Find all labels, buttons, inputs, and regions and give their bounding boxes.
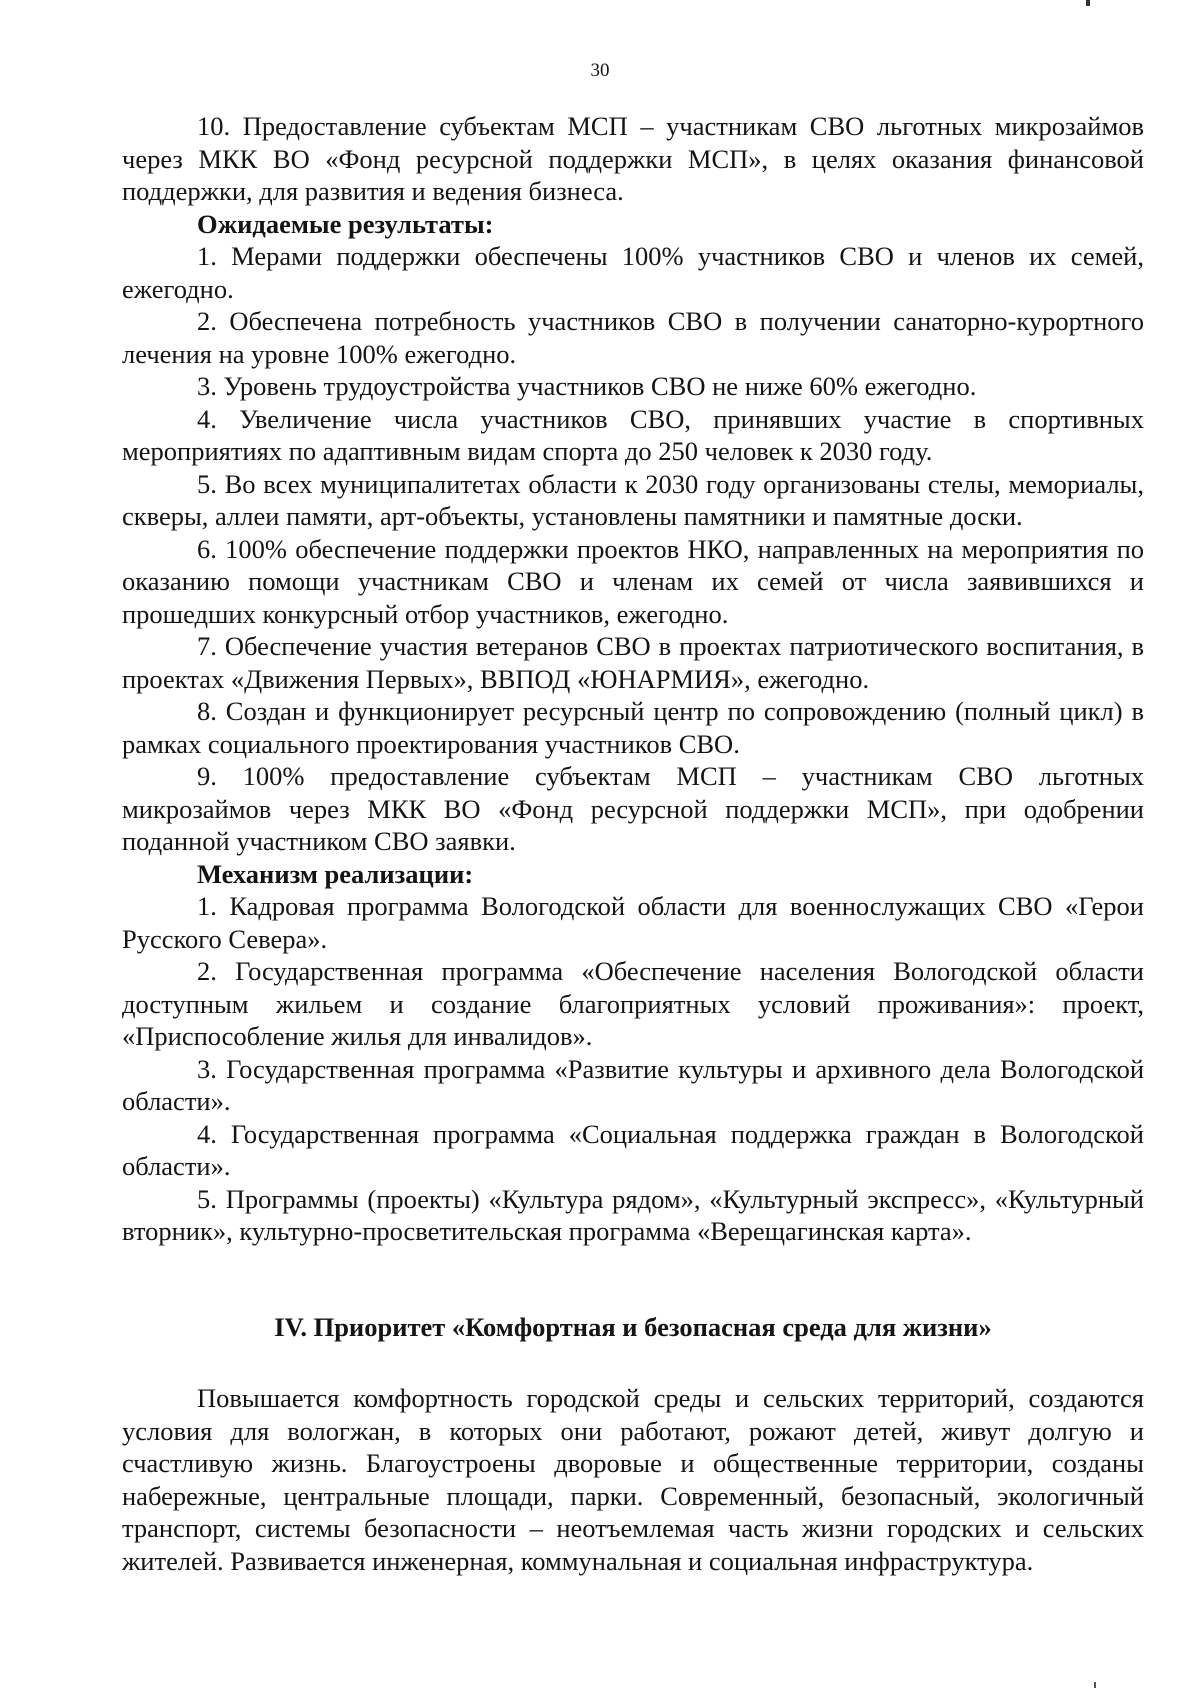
mechanism-item-4: 4. Государственная программа «Социальная поддержка граждан в Вологодской области». (122, 1118, 1144, 1181)
expected-item-7: 7. Обеспечение участия ветеранов СВО в проектах патриотического воспитания, в проектах «Движения Первых», ВВПОД «ЮНАРМИЯ», ежегодно. (122, 631, 1144, 694)
mechanism-item-2: 2. Государственная программа «Обеспечение населения Вологодской области доступным жильем и создание благоприятных условий проживания»: проект, «Приспособление жилья для инвалидов». (122, 956, 1144, 1051)
scan-mark (1086, 0, 1090, 6)
expected-item-1: 1. Мерами поддержки обеспечены 100% участников СВО и членов их семей, ежегодно. (122, 241, 1144, 304)
expected-item-5: 5. Во всех муниципалитетах области к 2030 году организованы стелы, мемориалы, скверы, аллеи памяти, арт-объекты, установлены памятники и памятные доски. (122, 468, 1144, 531)
mechanism-item-5: 5. Программы (проекты) «Культура рядом», «Культурный экспресс», «Культурный вторник», культурно-просветительская программа «Верещагинская карта». (122, 1183, 1144, 1246)
expected-item-6: 6. 100% обеспечение поддержки проектов НКО, направленных на мероприятия по оказанию помощи участникам СВО и членам их семей от числа заявившихся и прошедших конкурсный отбор участников, ежегодно. (122, 533, 1144, 629)
expected-item-4: 4. Увеличение числа участников СВО, принявших участие в спортивных мероприятиях по адаптивным видам спорта до 250 человек к 2030 году. (122, 403, 1144, 466)
section-intro (122, 1382, 1144, 1577)
section-intro-paragraph: Повышается комфортность городской среды и сельских территорий, создаются условия для вологжан, в которых они работают, рожают детей, живут долгую и счастливую жизнь. Благоустроены дворовые и общественные территории, созданы набережные, центральные площади, парки. Современный, безопасный, экологичный транспорт, системы безопасности – неотъемлемая часть жизни городских и сельских жителей. Развивается инженерная, коммунальная и социальная инфраструктура. (122, 1383, 1144, 1576)
mechanism-heading: Механизм реализации: (197, 858, 474, 889)
expected-item-2: 2. Обеспечена потребность участников СВО в получении санаторно-курортного лечения на уровне 100% ежегодно. (122, 306, 1144, 369)
page-number: 30 (590, 60, 610, 81)
mechanism-item-3: 3. Государственная программа «Развитие культуры и архивного дела Вологодской области». (122, 1053, 1144, 1116)
page-content (122, 110, 1144, 1248)
expected-item-3: 3. Уровень трудоустройства участников СВО не ниже 60% ежегодно. (197, 371, 977, 401)
scan-mark-bottom (1094, 1682, 1096, 1688)
expected-item-9: 9. 100% предоставление субъектам МСП – участникам СВО льготных микрозаймов через МКК ВО «Фонд ресурсной поддержки МСП», при одобрении поданной участником СВО заявки. (122, 761, 1144, 856)
mechanism-item-1: 1. Кадровая программа Вологодской области для военнослужащих СВО «Герои Русского Севера». (122, 891, 1144, 954)
expected-item-8: 8. Создан и функционирует ресурсный центр по сопровождению (полный цикл) в рамках социального проектирования участников СВО. (122, 696, 1144, 759)
expected-results-heading: Ожидаемые результаты: (197, 208, 494, 239)
paragraph-item-10: 10. Предоставление субъектам МСП – участникам СВО льготных микрозаймов через МКК ВО «Фонд ресурсной поддержки МСП», в целях оказания финансовой поддержки, для развития и ведения бизнеса. (122, 111, 1144, 206)
section-title: IV. Приоритет «Комфортная и безопасная среда для жизни» (274, 1312, 992, 1342)
